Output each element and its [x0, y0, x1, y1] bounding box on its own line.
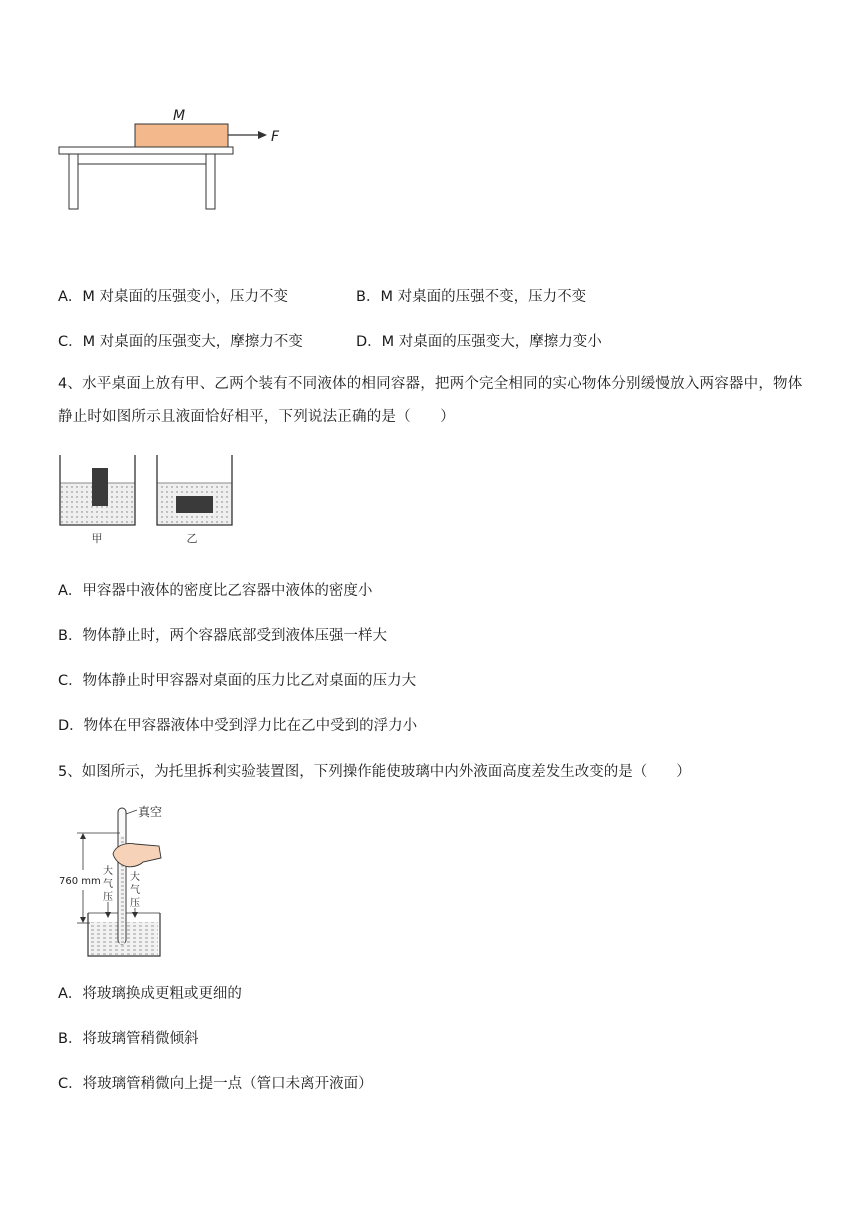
q3-option-a: A．M 对桌面的压强变小，压力不变	[58, 289, 289, 305]
table-leg-right	[206, 154, 215, 209]
q3-option-b: B．M 对桌面的压强不变，压力不变	[356, 289, 587, 305]
q5-stem: 5、如图所示，为托里拆利实验装置图，下列操作能使玻璃中内外液面高度差发生改变的是（ ）	[58, 764, 691, 780]
q5-option-a: A．将玻璃换成更粗或更细的	[58, 986, 242, 1002]
height-label: 760 mm	[59, 876, 101, 887]
q4-stem: 4、水平桌面上放有甲、乙两个装有不同液体的相同容器，把两个完全相同的实心物体分别缓慢放入两容器中，物体静止时如图所示且液面恰好相平，下列说法正确的是（ ）	[58, 376, 803, 425]
object-in-yi	[176, 496, 213, 513]
q4-option-d: D．物体在甲容器液体中受到浮力比在乙中受到的浮力小	[58, 718, 418, 734]
force-label: F	[271, 129, 280, 145]
figure-two-containers	[55, 450, 245, 550]
q3-option-c: C．M 对桌面的压强变大，摩擦力不变	[58, 334, 303, 350]
q5-option-b: B．将玻璃管稍微倾斜	[58, 1031, 199, 1047]
force-arrow-head	[258, 131, 267, 139]
pressure-label-right-2: 气	[130, 885, 140, 896]
figure-block-on-table	[55, 100, 295, 215]
pressure-label-right-1: 大	[130, 872, 140, 883]
figure-torricelli	[55, 800, 195, 965]
q3-option-d: D．M 对桌面的压强变大，摩擦力变小	[356, 334, 602, 350]
q4-option-a: A．甲容器中液体的密度比乙容器中液体的密度小	[58, 583, 373, 599]
block-m	[135, 124, 228, 147]
block-label: M	[172, 108, 186, 124]
q4-option-c: C．物体静止时甲容器对桌面的压力比乙对桌面的压力大	[58, 673, 417, 689]
hand-icon	[113, 843, 161, 866]
table-leg-left	[69, 154, 78, 209]
pressure-label-left-1: 大	[103, 866, 113, 877]
q4-option-b: B．物体静止时，两个容器底部受到液体压强一样大	[58, 628, 387, 644]
object-in-jia	[92, 468, 108, 506]
q5-option-c: C．将玻璃管稍微向上提一点（管口未离开液面）	[58, 1076, 373, 1092]
pressure-label-left-3: 压	[103, 892, 113, 903]
container-yi-label: 乙	[186, 532, 198, 545]
table-top	[59, 147, 233, 154]
vacuum-label: 真空	[138, 805, 163, 819]
container-jia-label: 甲	[91, 532, 103, 545]
pressure-label-left-2: 气	[103, 879, 113, 890]
pressure-label-right-3: 压	[130, 898, 140, 909]
